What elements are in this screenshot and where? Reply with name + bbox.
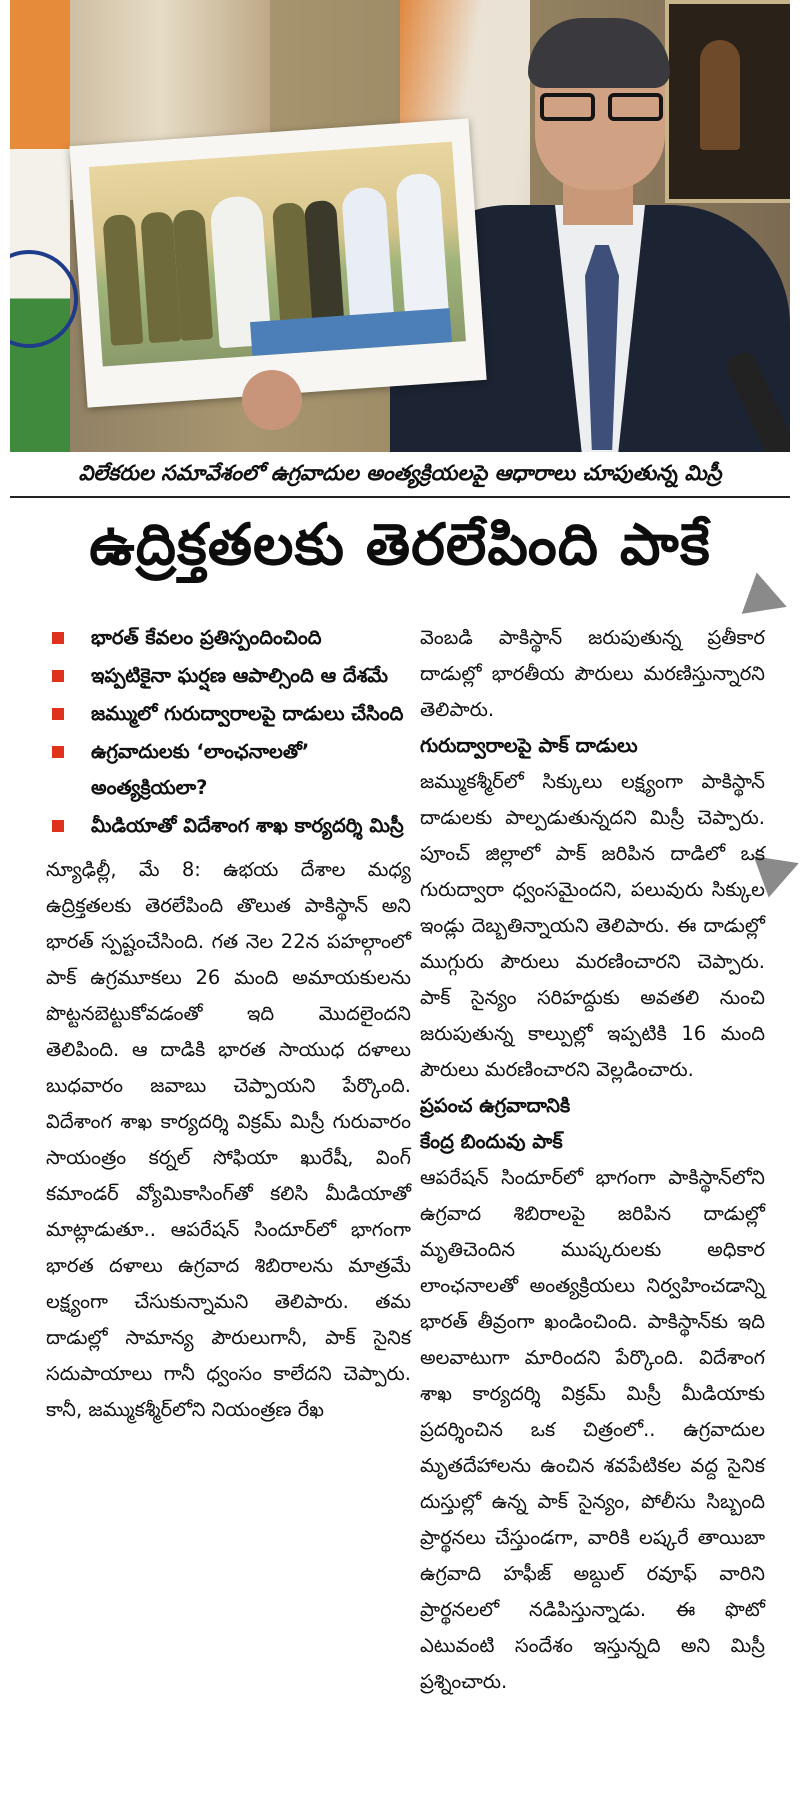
bullet-square-icon	[52, 670, 64, 682]
speaker-hair	[528, 18, 670, 88]
highlights-list	[46, 620, 411, 844]
bullet-square-icon	[52, 708, 64, 720]
highlight-item: మీడియాతో విదేశాంగ శాఖ కార్యదర్శి మిస్రీ	[46, 808, 411, 844]
left-column	[46, 620, 411, 1428]
headline: ఉద్రిక్తతలకు తెరలేపింది పాకే	[89, 512, 711, 578]
speaker-hand	[242, 370, 302, 430]
article-body-right-2: జమ్ముకశ్మీర్‌లో సిక్కులు లక్ష్యంగా పాకిస్థాన్ దాడులకు పాల్పడుతున్నదని మిస్రీ చెప్పారు. పూంచ్ జిల్లాలో పాక్ జరిపిన దాడిలో ఒక గురుద్వారా ధ్వంసమైందని, పలువురు సిక్కుల ఇండ్లు దెబ్బతిన్నాయని తెలిపారు. ఈ దాడుల్లో ముగ్గురు పౌరులు మరణించారని చెప్పారు. పాక్ సైన్యం సరిహద్దుకు అవతలి నుంచి జరుపుతున్న కాల్పుల్లో ఇప్పటికి 16 మంది పౌరులు మరణించారని వెల్లడించారు.	[420, 770, 765, 1081]
news-photo	[10, 0, 790, 452]
highlight-item: ఉగ్రవాదులకు ‘లాంఛనాలతో’ అంత్యక్రియలా?	[46, 734, 411, 806]
article-body-left: న్యూఢిల్లీ, మే 8: ఉభయ దేశాల మధ్య ఉద్రిక్తతలకు తెరలేపింది తొలుత పాకిస్థాన్ అని భారత్ స్పష్టంచేసింది. గత నెల 22న పహల్గాంలో పాక్ ఉగ్రమూకలు 26 మంది అమాయకులను పొట్టనబెట్టుకోవడంతో ఇది మొదలైందని తెలిపింది. ఆ దాడికి భారత సాయుధ దళాలు బుధవారం జవాబు చెప్పాయని పేర్కొంది. విదేశాంగ శాఖ కార్యదర్శి విక్రమ్ మిస్రీ గురువారం సాయంత్రం కర్నల్ సోఫియా ఖురేషీ, వింగ్ కమాండర్ వ్యోమికాసింగ్‌తో కలిసి మీడియాతో మాట్లాడుతూ.. ఆపరేషన్ సిందూర్‌లో భాగంగా భారత దళాలు ఉగ్రవాద శిబిరాలను మాత్రమే లక్ష్యంగా చేసుకున్నామని తెలిపారు. తమ దాడుల్లో సామాన్య పౌరులుగానీ, పాక్ సైనిక సదుపాయాలు గానీ ధ్వంసం కాలేదని చెప్పారు. కానీ, జమ్ముకశ్మీర్‌లోని నియంత్రణ రేఖ	[46, 858, 411, 1421]
photo-caption: విలేకరుల సమావేశంలో ఉగ్రవాదుల అంత్యక్రియలపై ఆధారాలు చూపుతున్న మిస్రీ	[10, 456, 790, 498]
article-body-right-3: ఆపరేషన్ సిందూర్‌లో భాగంగా పాకిస్థాన్‌లోని ఉగ్రవాద శిబిరాలపై జరిపిన దాడుల్లో మృతిచెందిన ముష్కరులకు అధికార లాంఛనాలతో అంత్యక్రియలు నిర్వహించడాన్ని భారత్ తీవ్రంగా ఖండించింది. పాకిస్థాన్‌కు ఇది అలవాటుగా మారిందని పేర్కొంది. విదేశాంగ శాఖ కార్యదర్శి విక్రమ్ మిస్రీ మీడియాకు ప్రదర్శించిన ఒక చిత్రంలో.. ఉగ్రవాదుల మృతదేహాలను ఉంచిన శవపేటికల వద్ద సైనిక దుస్తుల్లో ఉన్న పాక్ సైన్యం, పోలీసు సిబ్బంది ప్రార్థనలు చేస్తుండగా, వారికి లష్కరే తాయిబా ఉగ్రవాది హఫీజ్ అబ్దుల్ రవూఫ్ వారిని ప్రార్థనలలో నడిపిస్తున్నాడు. ఈ ఫొటో ఎటువంటి సందేశం ఇస్తున్నది అని మిస్రీ ప్రశ్నించారు.	[420, 1166, 765, 1693]
highlight-item: జమ్ములో గురుద్వారాలపై దాడులు చేసింది	[46, 696, 411, 732]
highlight-item: భారత్ కేవలం ప్రతిస్పందించింది	[46, 620, 411, 656]
right-column	[420, 620, 765, 1700]
evidence-photo-scene	[89, 142, 466, 367]
subheading-terror-center-line1: ప్రపంచ ఉగ్రవాదానికి	[420, 1094, 571, 1117]
bullet-square-icon	[52, 746, 64, 758]
highlight-item: ఇప్పటికైనా ఘర్షణ ఆపాల్సింది ఆ దేశమే	[46, 658, 411, 694]
wall-art-figure	[700, 40, 740, 150]
held-evidence-photo	[69, 118, 486, 407]
bullet-square-icon	[52, 820, 64, 832]
bullet-square-icon	[52, 632, 64, 644]
speaker-glasses	[540, 93, 665, 123]
soldier-figure	[102, 214, 143, 346]
indian-flag	[10, 0, 70, 452]
subheading-gurudwara: గురుద్వారాలపై పాక్ దాడులు	[420, 734, 638, 757]
subheading-terror-center-line2: కేంద్ర బిందువు పాక్	[420, 1130, 563, 1153]
article-body-right-1: వెంబడి పాకిస్థాన్ జరుపుతున్న ప్రతీకార దాడుల్లో భారతీయ పౌరులు మరణిస్తున్నారని తెలిపారు.	[420, 626, 765, 721]
